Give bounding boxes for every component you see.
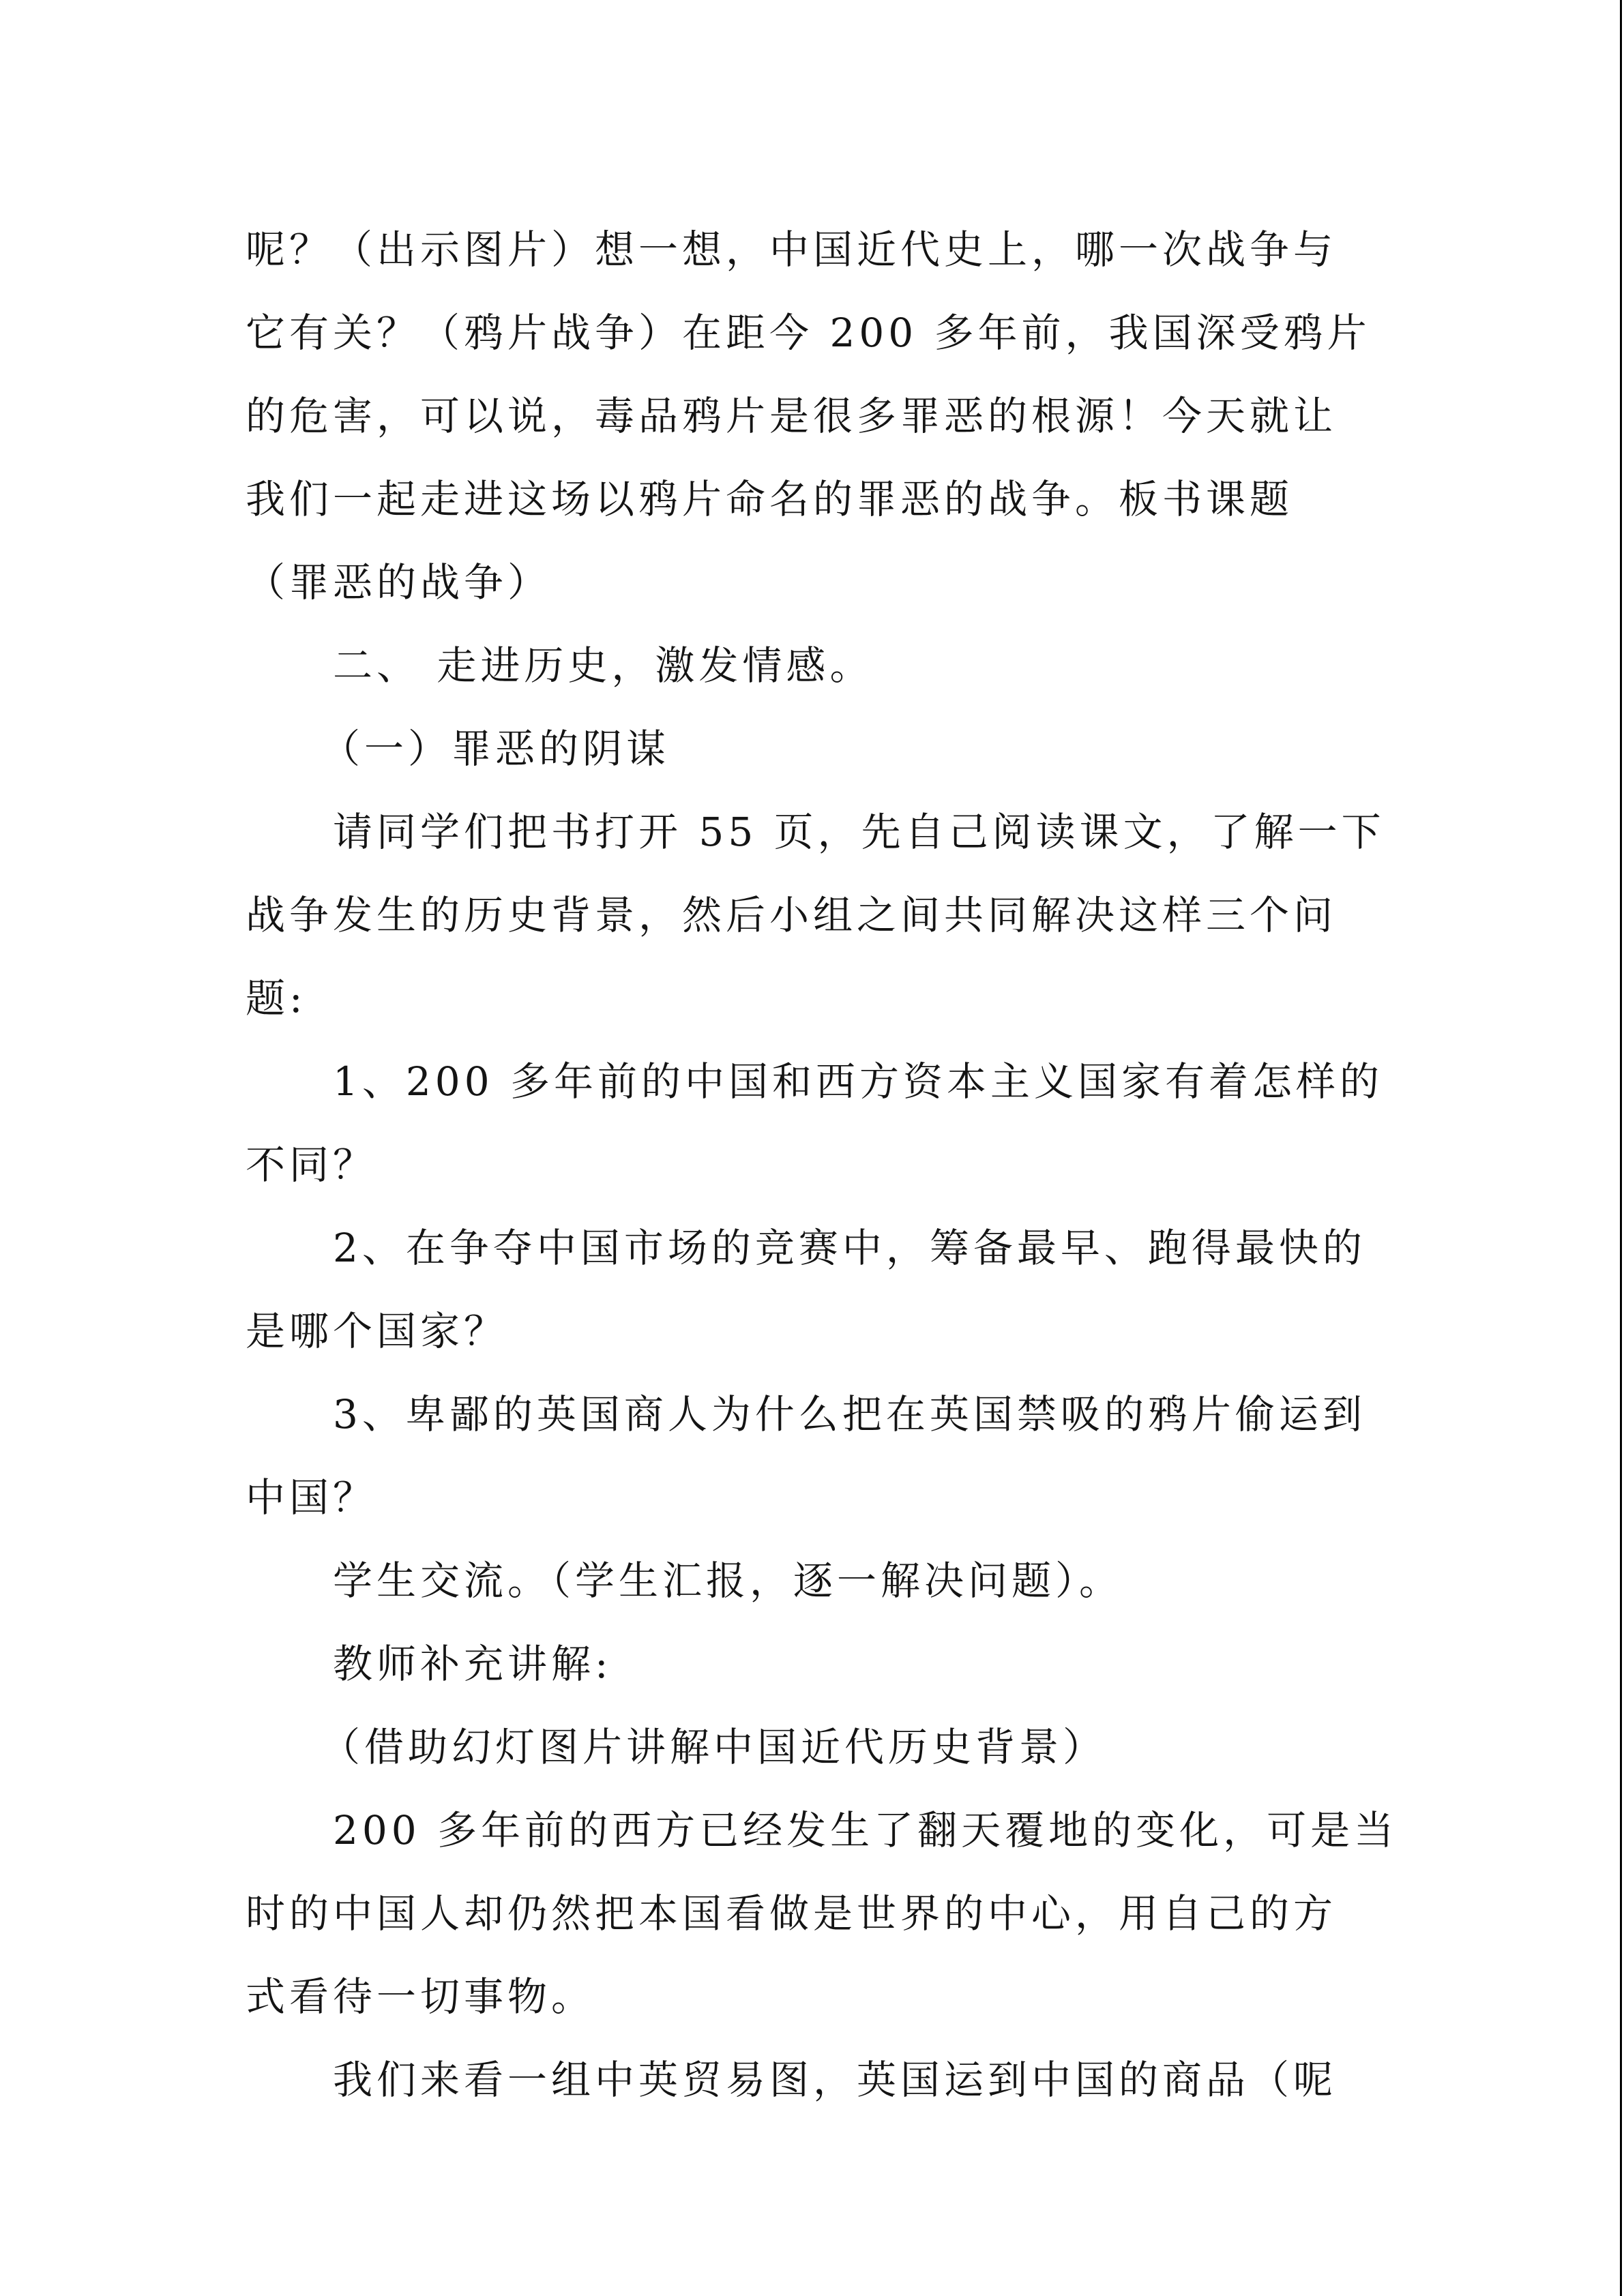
text-line: 题: [246, 975, 307, 1022]
text-line: （罪恶的战争） [246, 559, 552, 606]
question-item: 1、200 多年前的中国和西方资本主义国家有着怎样的 [333, 1058, 1384, 1105]
question-item: 2、在争夺中国市场的竞赛中，筹备最早、跑得最快的 [333, 1225, 1366, 1271]
text-line: 的危害，可以说，毒品鸦片是很多罪恶的根源！今天就让 [246, 393, 1338, 439]
text-line: （借助幻灯图片讲解中国近代历史背景） [321, 1724, 1107, 1770]
text-line: 它有关？（鸦片战争）在距今 200 多年前，我国深受鸦片 [246, 310, 1371, 356]
text-line: 我们来看一组中英贸易图，英国运到中国的商品（呢 [333, 2057, 1338, 2103]
text-line: 请同学们把书打开 55 页，先自己阅读课文，了解一下 [333, 809, 1385, 855]
document-body [246, 208, 1398, 2121]
text-line: 是哪个国家？ [246, 1308, 508, 1354]
question-item: 3、卑鄙的英国商人为什么把在英国禁吸的鸦片偷运到 [333, 1391, 1366, 1437]
text-line: 战争发生的历史背景，然后小组之间共同解决这样三个问 [246, 892, 1338, 938]
text-line: 学生交流。（学生汇报，逐一解决问题）。 [333, 1557, 1123, 1604]
text-line: 200 多年前的西方已经发生了翻天覆地的变化，可是当 [333, 1807, 1398, 1853]
text-line: 教师补充讲解: [333, 1641, 612, 1687]
text-line: 我们一起走进这场以鸦片命名的罪恶的战争。板书课题 [246, 476, 1294, 522]
subsection-heading: （一）罪恶的阴谋 [321, 726, 670, 772]
text-line: 式看待一切事物。 [246, 1973, 595, 2020]
text-line: 中国？ [246, 1474, 377, 1521]
text-line: 不同？ [246, 1142, 377, 1188]
text-line: 呢？（出示图片）想一想，中国近代史上，哪一次战争与 [246, 226, 1338, 273]
text-line: 时的中国人却仍然把本国看做是世界的中心，用自己的方 [246, 1890, 1338, 1937]
section-heading: 二、 走进历史，激发情感。 [333, 642, 874, 689]
